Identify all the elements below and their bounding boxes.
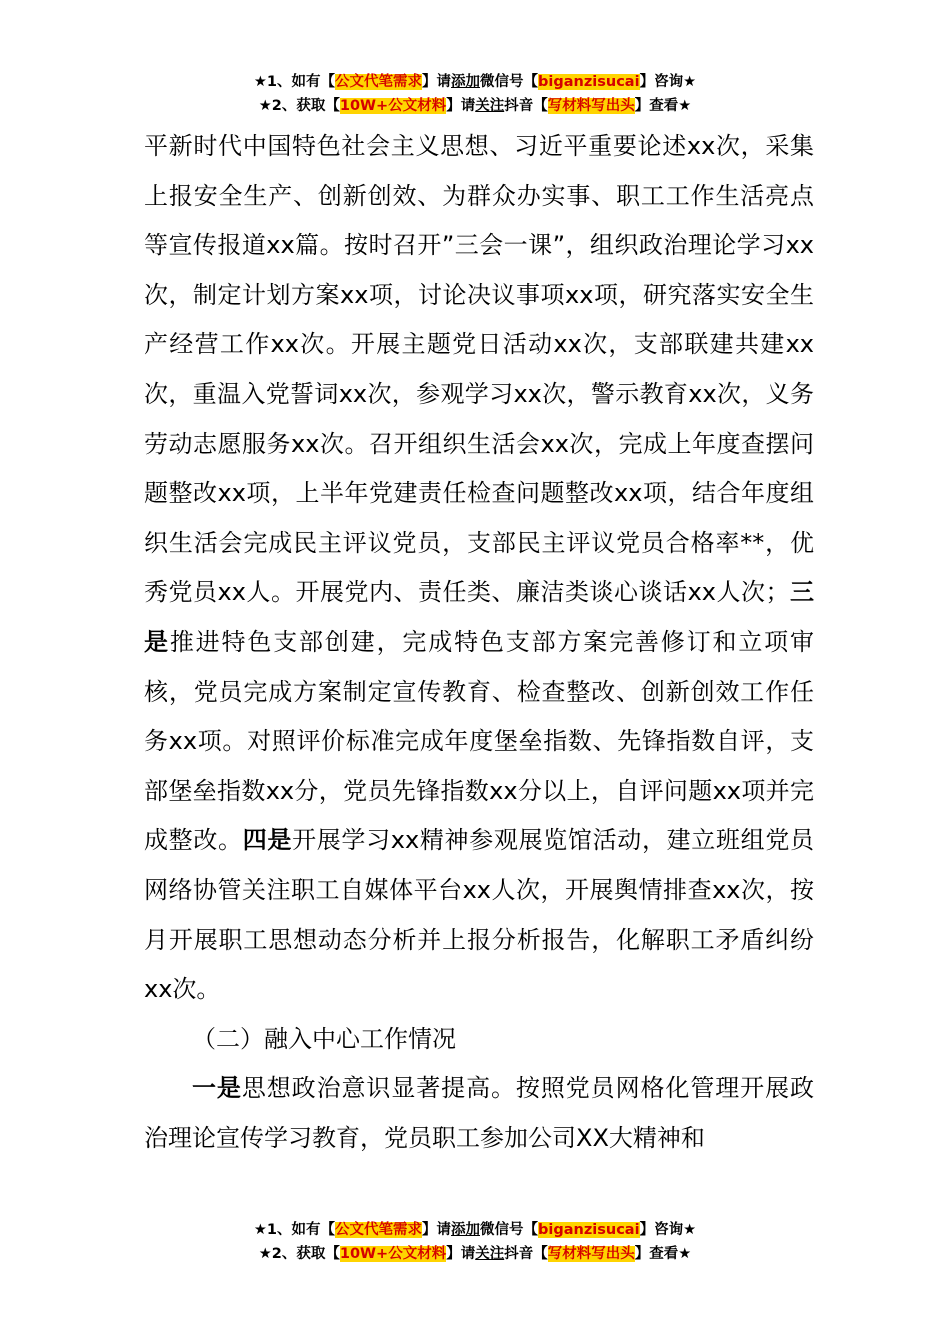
banner-text: ★1、如有【 — [253, 74, 336, 90]
paragraph-text: 思想政治意识显著提高。按照党员网格化管理开展政治理论宣传学习教育，党员职工参加公司XX大精神和 — [144, 1074, 815, 1152]
banner-underline: 添加 — [451, 1222, 481, 1238]
banner-text: 】请 — [422, 1222, 452, 1238]
banner-text: 】咨询★ — [639, 1222, 697, 1238]
paragraph-continued — [144, 122, 814, 1015]
footer-banner — [0, 1218, 950, 1266]
banner-text: 】咨询★ — [639, 74, 697, 90]
paragraph-text: 平新时代中国特色社会主义思想、习近平重要论述xx次，采集上报安全生产、创新创效、为群众办实事、职工工作生活亮点等宣传报道xx篇。按时召开”三会一课”，组织政治理论学习xx次，制定计划方案xx项，讨论决议事项xx项，研究落实安全生产经营工作xx次。开展主题党日活动xx次，支部联建共建xx次，重温入党誓词xx次，参观学习xx次，警示教育xx次，义务劳动志愿服务xx次。召开组织生活会xx次，完成上年度查摆问题整改xx项，上半年党建责任检查问题整改xx项，结合年度组织生活会完成民主评议党员，支部民主评议党员合格率**，优秀党员xx人。开展党内、责任类、廉洁类谈心谈话xx人次； — [144, 132, 814, 607]
banner-highlight: 10W+公文材料 — [339, 98, 447, 114]
banner-underline: 关注 — [475, 1246, 505, 1262]
bold-marker-three: 三是 — [144, 578, 815, 656]
banner-highlight: 公文代笔需求 — [335, 1222, 423, 1238]
document-body — [144, 122, 814, 1163]
banner-highlight: 10W+公文材料 — [339, 1246, 447, 1262]
banner-text: 】请 — [422, 74, 452, 90]
banner-highlight: 公文代笔需求 — [335, 74, 423, 90]
section-heading: （二）融入中心工作情况 — [192, 1024, 456, 1053]
paragraph-text: 推进特色支部创建，完成特色支部方案完善修订和立项审核，党员完成方案制定宣传教育、检查整改、创新创效工作任务xx项。对照评价标准完成年度堡垒指数、先锋指数自评，支部堡垒指数xx分，党员先锋指数xx分以上，自评问题xx项并完成整改。 — [144, 627, 815, 855]
banner-text: 】查看★ — [634, 1246, 692, 1262]
banner-text: 微信号【 — [480, 74, 539, 90]
banner-douyin-id: 写材料写出头 — [547, 98, 635, 114]
banner-text: 】请 — [446, 1246, 476, 1262]
banner-douyin-id: 写材料写出头 — [547, 1246, 635, 1262]
banner-text: 】请 — [446, 98, 476, 114]
paragraph — [144, 1064, 814, 1163]
banner-underline: 添加 — [451, 74, 481, 90]
banner-text: ★1、如有【 — [253, 1222, 336, 1238]
banner-text: 】查看★ — [634, 98, 692, 114]
paragraph-text: 开展学习xx精神参观展览馆活动，建立班组党员网络协管关注职工自媒体平台xx人次，开展舆情排查xx次，按月开展职工思想动态分析并上报分析报告，化解职工矛盾纠纷xx次。 — [144, 826, 815, 1004]
banner-text: 微信号【 — [480, 1222, 539, 1238]
bold-marker-one: 一是 — [192, 1074, 242, 1103]
header-banner — [0, 70, 950, 118]
banner-text: ★2、获取【 — [258, 98, 340, 114]
bold-marker-four: 四是 — [242, 826, 293, 855]
banner-text: ★2、获取【 — [258, 1246, 340, 1262]
banner-wechat-id: biganzisucai — [538, 1222, 640, 1238]
banner-line-1 — [0, 70, 950, 94]
banner-text: 抖音【 — [504, 98, 548, 114]
banner-underline: 关注 — [475, 98, 505, 114]
banner-wechat-id: biganzisucai — [538, 74, 640, 90]
banner-text: 抖音【 — [504, 1246, 548, 1262]
banner-line-1 — [0, 1218, 950, 1242]
banner-line-2 — [0, 1242, 950, 1266]
banner-line-2 — [0, 94, 950, 118]
